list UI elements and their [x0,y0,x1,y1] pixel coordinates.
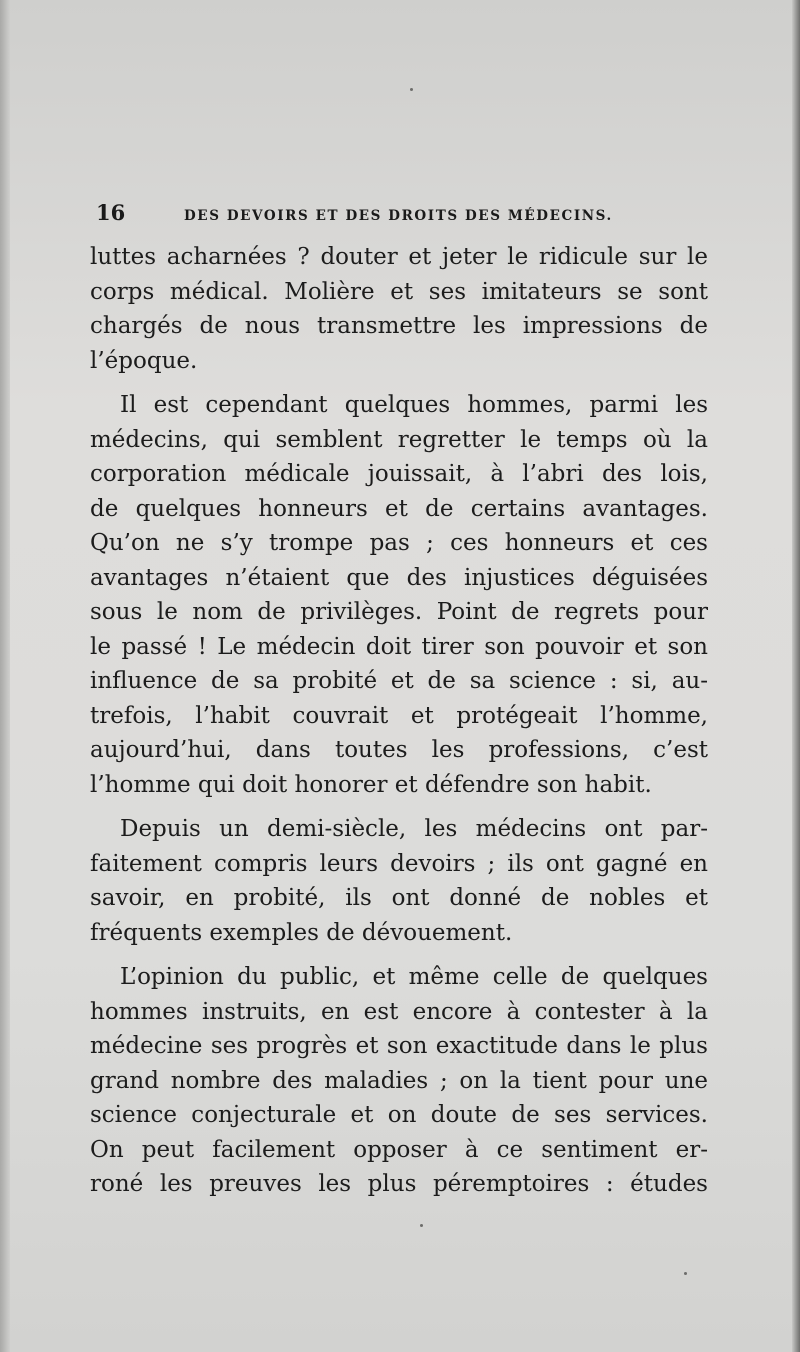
text-line: Depuis un demi-siècle, les médecins ont par- [120,816,708,842]
paragraph [90,812,708,950]
paragraph [90,388,708,802]
text-line: médecine ses progrès et son exactitude dans le plus [90,1033,708,1059]
paper-speck [420,1224,423,1227]
text-line: savoir, en probité, ils ont donné de nobles et [90,885,708,911]
text-line: aujourd’hui, dans toutes les professions, c’est [90,737,708,763]
text-line: corps médical. Molière et ses imitateurs se sont [90,278,708,305]
text-line: hommes instruits, en est encore à contester à la [90,998,708,1025]
text-line: grand nombre des maladies ; on la tient pour une [90,1067,708,1094]
text-line: de quelques honneurs et de certains avantages. [90,495,708,522]
text-line: Il est cependant quelques hommes, parmi les [120,392,708,418]
text-line: fréquents exemples de dévouement. [90,919,513,946]
paragraph [90,240,708,378]
running-head [96,200,708,230]
text-line: trefois, l’habit couvrait et protégeait l’homme, [90,702,708,729]
running-head-title: DES DEVOIRS ET DES DROITS DES MÉDECINS. [184,208,613,224]
text-line: On peut facilement opposer à ce sentiment er- [90,1136,708,1163]
text-line: avantages n’étaient que des injustices déguisées [90,564,708,591]
paper-speck [410,88,413,91]
text-line: corporation médicale jouissait, à l’abri des lois, [90,461,708,487]
text-line: roné les preuves les plus péremptoires : études [90,1171,708,1197]
text-line: l’époque. [90,347,198,374]
text-line: l’homme qui doit honorer et défendre son habit. [90,771,652,798]
text-line: le passé ! Le médecin doit tirer son pouvoir et son [90,633,708,660]
text-line: science conjecturale et on doute de ses services. [90,1102,708,1128]
page-number: 16 [96,200,126,225]
text-line: sous le nom de privilèges. Point de regrets pour [90,599,708,625]
paper-speck [684,1272,687,1275]
page-left-edge [0,0,10,1352]
text-line: médecins, qui semblent regretter le temps où la [90,426,708,453]
text-line: faitement compris leurs devoirs ; ils ont gagné en [90,850,708,877]
text-line: chargés de nous transmettre les impressions de [90,313,708,339]
page-right-edge [792,0,800,1352]
text-line: L’opinion du public, et même celle de quelques [120,964,708,990]
text-line: Qu’on ne s’y trompe pas ; ces honneurs et ces [90,530,708,556]
body-text [90,240,708,1202]
text-line: luttes acharnées ? douter et jeter le ridicule sur le [90,244,708,270]
paragraph [90,960,708,1202]
text-line: influence de sa probité et de sa science : si, au- [90,668,708,694]
